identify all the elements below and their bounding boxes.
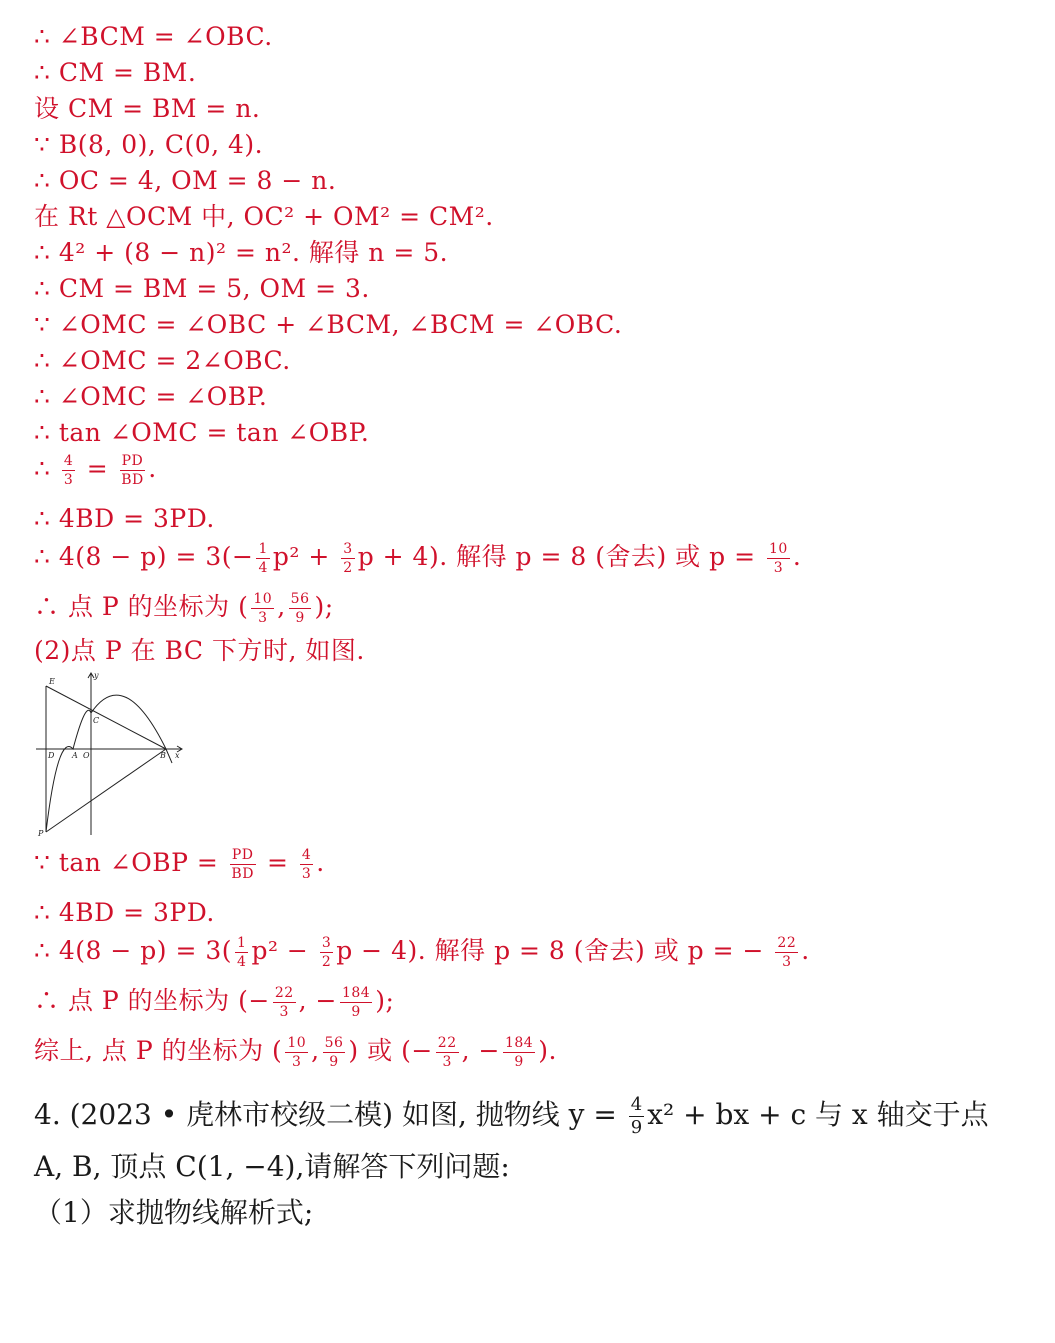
fraction: $\frac{10}{3}$ <box>253 591 273 626</box>
solution-line: ∴ OC = 4, OM = 8 − n. <box>34 166 337 195</box>
fraction: $\frac{22}{3}$ <box>437 1035 457 1070</box>
solution-line: ∴ CM = BM. <box>34 58 197 87</box>
label-d: D <box>48 751 55 760</box>
fraction: $\frac{1}{4}$ <box>258 541 268 576</box>
label-p: P <box>38 829 44 838</box>
solution-line: 在 Rt △OCM 中, OC² + OM² = CM². <box>34 202 494 231</box>
label-e: E <box>49 677 55 686</box>
parabola <box>46 695 172 832</box>
fraction: $\frac{184}{9}$ <box>341 985 371 1020</box>
problem-question-1: （1）求抛物线解析式; <box>34 1196 314 1229</box>
label-b: B <box>160 751 166 760</box>
fraction: $\frac{22}{3}$ <box>777 935 797 970</box>
label-o: O <box>83 751 90 760</box>
equation-line-2: ∴ 4(8 − p) = 3( $\frac{1}{4}$ p² − $\frac{3}{2}$ p − 4). 解得 p = 8 (舍去) 或 p = − $\frac{22}{3}$ . <box>34 935 810 970</box>
solution-line: ∴ 4BD = 3PD. <box>34 898 215 927</box>
solution-line: ∵ ∠OMC = ∠OBC + ∠BCM, ∠BCM = ∠OBC. <box>34 310 623 339</box>
equals-sign: = <box>86 454 109 483</box>
fraction: $\frac{184}{9}$ <box>504 1035 534 1070</box>
fraction: $\frac{4}{3}$ <box>301 847 312 882</box>
ratio-pre: ∴ <box>34 454 51 483</box>
fraction: $\frac{10}{3}$ <box>287 1035 307 1070</box>
fraction: $\frac{3}{2}$ <box>343 541 353 576</box>
solution-line: 设 CM = BM = n. <box>34 94 261 123</box>
problem-line-2: A, B, 顶点 C(1, −4),请解答下列问题: <box>34 1150 510 1183</box>
label-y: y <box>94 671 99 680</box>
solution-line: ∴ 4BD = 3PD. <box>34 504 215 533</box>
fraction: $\frac{22}{3}$ <box>274 985 294 1020</box>
period: . <box>148 454 157 483</box>
summary-line: 综上, 点 P 的坐标为 ( $\frac{10}{3}$ , $\frac{56}{9}$ ) 或 (− $\frac{22}{3}$ , − $\frac{184}{9}$ ). <box>34 1035 557 1070</box>
fraction: $\frac{PD}{BD}$ <box>121 453 144 488</box>
fraction: $\frac{3}{2}$ <box>321 935 332 970</box>
ratio-line-1 <box>34 454 157 487</box>
solution-line: ∴ ∠OMC = 2∠OBC. <box>34 346 291 375</box>
label-a: A <box>72 751 78 760</box>
fraction: $\frac{10}{3}$ <box>768 541 788 576</box>
problem-line-1: 4. (2023 • 虎林市校级二模) 如图, 抛物线 y = $\frac{4}{9}$ x² + bx + c 与 x 轴交于点 <box>34 1094 989 1138</box>
geometry-figure <box>36 670 196 840</box>
equation-line-1: ∴ 4(8 − p) = 3(− $\frac{1}{4}$ p² + $\frac{3}{2}$ p + 4). 解得 p = 8 (舍去) 或 p = $\frac{10}{3}$ . <box>34 541 802 576</box>
solution-line: ∴ CM = BM = 5, OM = 3. <box>34 274 370 303</box>
solution-line: ∴ tan ∠OMC = tan ∠OBP. <box>34 418 370 447</box>
ratio-line-2: ∵ tan ∠OBP = $\frac{PD}{BD}$ = $\frac{4}{3}$ . <box>34 847 325 882</box>
solution-line: ∵ B(8, 0), C(0, 4). <box>34 130 264 159</box>
coordinate-line-2: ∴ 点 P 的坐标为 (− $\frac{22}{3}$ , − $\frac{184}{9}$ ); <box>34 985 395 1020</box>
case-2-heading: (2)点 P 在 BC 下方时, 如图. <box>34 636 365 665</box>
fraction: $\frac{56}{9}$ <box>324 1035 344 1070</box>
label-c: C <box>93 716 100 725</box>
fraction: $\frac{56}{9}$ <box>290 591 310 626</box>
solution-line: ∴ 4² + (8 − n)² = n². 解得 n = 5. <box>34 238 449 267</box>
solution-line: ∴ ∠OMC = ∠OBP. <box>34 382 268 411</box>
label-x: x <box>175 751 180 760</box>
fraction: $\frac{4}{3}$ <box>63 453 74 488</box>
fraction: $\frac{1}{4}$ <box>237 935 247 970</box>
fraction: $\frac{4}{9}$ <box>630 1094 643 1138</box>
fraction: $\frac{PD}{BD}$ <box>231 847 254 882</box>
coordinate-line-1: ∴ 点 P 的坐标为 ( $\frac{10}{3}$ , $\frac{56}{9}$ ); <box>34 591 334 626</box>
solution-line: ∴ ∠BCM = ∠OBC. <box>34 22 273 51</box>
line-pb <box>46 749 166 832</box>
